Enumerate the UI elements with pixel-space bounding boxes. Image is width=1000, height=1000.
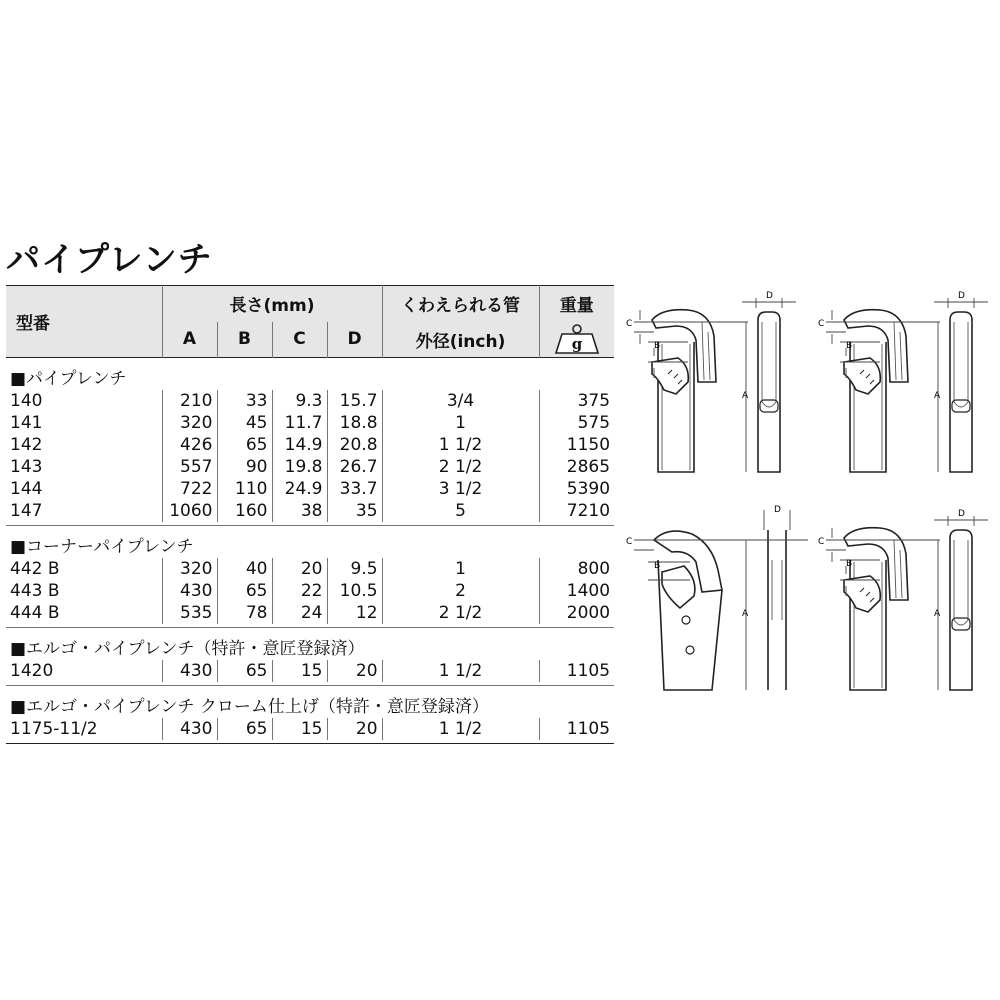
pipe-size-cell: 1	[382, 558, 539, 580]
dim-a-label: A	[934, 391, 941, 401]
pipe-size-cell: 3 1/2	[382, 478, 539, 500]
table-header	[6, 286, 614, 358]
section-label: ■エルゴ・パイプレンチ クローム仕上げ（特許・意匠登録済）	[6, 686, 614, 719]
dim-a-label: A	[742, 609, 749, 619]
pipe-size-cell: 5	[382, 500, 539, 522]
weight-unit-label: g	[571, 335, 583, 354]
length-header: 長さ(mm)	[162, 286, 382, 322]
model-cell: 140	[10, 391, 43, 411]
table-row	[6, 478, 614, 500]
dim-c-cell: 11.7	[272, 412, 327, 434]
pipe-size-cell: 1 1/2	[382, 660, 539, 682]
dim-c-cell: 20	[272, 558, 327, 580]
dim-a-cell: 722	[162, 478, 217, 500]
pipe-header-line2: 外径(inch)	[382, 322, 539, 358]
dim-a-label: A	[742, 391, 749, 401]
dim-b-cell: 90	[217, 456, 272, 478]
weight-cell: 1150	[539, 434, 614, 456]
model-cell: 142	[10, 435, 43, 455]
weight-icon	[554, 324, 600, 354]
dim-c-cell: 15	[272, 718, 327, 740]
section-header-row	[6, 526, 614, 559]
weight-cell: 575	[539, 412, 614, 434]
pipe-header-line1: くわえられる管	[382, 286, 539, 322]
pipe-size-cell: 2 1/2	[382, 602, 539, 624]
model-cell: 144	[10, 479, 43, 499]
page-title: パイプレンチ	[6, 240, 213, 280]
dim-a-cell: 535	[162, 602, 217, 624]
dim-a-cell: 320	[162, 558, 217, 580]
diagram-corner-pipe-wrench	[626, 505, 808, 690]
model-header: 型番	[6, 286, 162, 358]
dim-d-label: D	[774, 505, 781, 515]
model-cell: 1420	[10, 661, 54, 681]
diagram-ergo-pipe-wrench	[818, 509, 988, 690]
dim-b-cell: 33	[217, 390, 272, 412]
pipe-size-cell: 1 1/2	[382, 718, 539, 740]
dim-b-cell: 160	[217, 500, 272, 522]
model-cell: 443 B	[10, 581, 60, 601]
dim-d-cell: 35	[327, 500, 382, 522]
model-cell: 143	[10, 457, 43, 477]
dim-c-label: C	[818, 537, 825, 547]
dim-b-cell: 45	[217, 412, 272, 434]
weight-header: 重量	[539, 286, 614, 322]
dim-c-cell: 14.9	[272, 434, 327, 456]
pipe-size-cell: 1 1/2	[382, 434, 539, 456]
model-cell: 444 B	[10, 603, 60, 623]
section-header-row	[6, 358, 614, 391]
dim-b-label: B	[654, 341, 661, 351]
section-spacer	[6, 740, 614, 744]
section-ergo-chrome	[6, 686, 614, 744]
pipe-size-cell: 2	[382, 580, 539, 602]
dimension-diagrams	[618, 282, 998, 692]
spacer-cell	[6, 740, 614, 744]
dim-a-cell: 210	[162, 390, 217, 412]
diagram-pipe-wrench-1	[626, 291, 796, 472]
table-row	[6, 434, 614, 456]
section-label: ■コーナーパイプレンチ	[6, 526, 614, 559]
diagram-pipe-wrench-2	[818, 291, 988, 472]
dim-a-cell: 430	[162, 718, 217, 740]
weight-cell: 800	[539, 558, 614, 580]
model-cell: 141	[10, 413, 43, 433]
table-row	[6, 456, 614, 478]
table-row	[6, 390, 614, 412]
dim-c-cell: 9.3	[272, 390, 327, 412]
dim-d-cell: 15.7	[327, 390, 382, 412]
section-header-row	[6, 686, 614, 719]
dim-d-cell: 26.7	[327, 456, 382, 478]
dim-c-cell: 24.9	[272, 478, 327, 500]
dim-c-cell: 19.8	[272, 456, 327, 478]
dim-b-cell: 65	[217, 660, 272, 682]
dim-c-label: C	[626, 319, 633, 329]
col-b-header: B	[217, 322, 272, 358]
dim-b-cell: 65	[217, 434, 272, 456]
dim-a-cell: 430	[162, 580, 217, 602]
weight-cell: 375	[539, 390, 614, 412]
section-header-row	[6, 628, 614, 661]
weight-cell: 1105	[539, 660, 614, 682]
dim-b-label: B	[846, 559, 853, 569]
pipe-size-cell: 2 1/2	[382, 456, 539, 478]
dim-d-label: D	[766, 291, 773, 301]
dim-c-label: C	[626, 537, 633, 547]
section-ergo-pipe-wrench	[6, 628, 614, 686]
table-row	[6, 580, 614, 602]
section-pipe-wrench	[6, 358, 614, 526]
weight-cell: 1105	[539, 718, 614, 740]
dim-c-cell: 15	[272, 660, 327, 682]
dim-a-cell: 557	[162, 456, 217, 478]
section-corner-pipe-wrench	[6, 526, 614, 628]
dim-a-label: A	[934, 609, 941, 619]
dim-d-cell: 10.5	[327, 580, 382, 602]
section-label: ■エルゴ・パイプレンチ（特許・意匠登録済）	[6, 628, 614, 661]
dim-d-cell: 9.5	[327, 558, 382, 580]
dim-c-cell: 22	[272, 580, 327, 602]
table-row	[6, 602, 614, 624]
dim-b-cell: 78	[217, 602, 272, 624]
pipe-size-cell: 3/4	[382, 390, 539, 412]
section-label: ■パイプレンチ	[10, 368, 127, 389]
model-cell: 442 B	[10, 559, 60, 579]
weight-cell: 7210	[539, 500, 614, 522]
weight-cell: 2000	[539, 602, 614, 624]
dim-d-cell: 33.7	[327, 478, 382, 500]
weight-cell: 5390	[539, 478, 614, 500]
dim-d-cell: 20	[327, 660, 382, 682]
dim-a-cell: 320	[162, 412, 217, 434]
dim-d-label: D	[958, 291, 965, 301]
dim-b-label: B	[654, 561, 661, 571]
table-row	[6, 558, 614, 580]
col-d-header: D	[327, 322, 382, 358]
dim-b-cell: 110	[217, 478, 272, 500]
dim-a-cell: 426	[162, 434, 217, 456]
dim-b-cell: 65	[217, 718, 272, 740]
col-a-header: A	[162, 322, 217, 358]
dim-c-cell: 24	[272, 602, 327, 624]
col-c-header: C	[272, 322, 327, 358]
table-row	[6, 500, 614, 522]
table-row	[6, 412, 614, 434]
dim-d-cell: 20	[327, 718, 382, 740]
dim-a-cell: 430	[162, 660, 217, 682]
model-cell: 1175-11/2	[10, 719, 98, 739]
spec-table	[6, 285, 614, 744]
table-row	[6, 660, 614, 682]
table-row	[6, 718, 614, 740]
weight-cell: 1400	[539, 580, 614, 602]
weight-cell: 2865	[539, 456, 614, 478]
dim-a-cell: 1060	[162, 500, 217, 522]
weight-icon-cell	[539, 322, 614, 358]
dim-d-cell: 18.8	[327, 412, 382, 434]
dim-d-cell: 20.8	[327, 434, 382, 456]
dim-d-cell: 12	[327, 602, 382, 624]
model-cell: 147	[10, 501, 43, 521]
dim-b-label: B	[846, 341, 853, 351]
pipe-size-cell: 1	[382, 412, 539, 434]
dim-b-cell: 40	[217, 558, 272, 580]
dim-c-cell: 38	[272, 500, 327, 522]
dim-b-cell: 65	[217, 580, 272, 602]
dim-c-label: C	[818, 319, 825, 329]
dim-d-label: D	[958, 509, 965, 519]
